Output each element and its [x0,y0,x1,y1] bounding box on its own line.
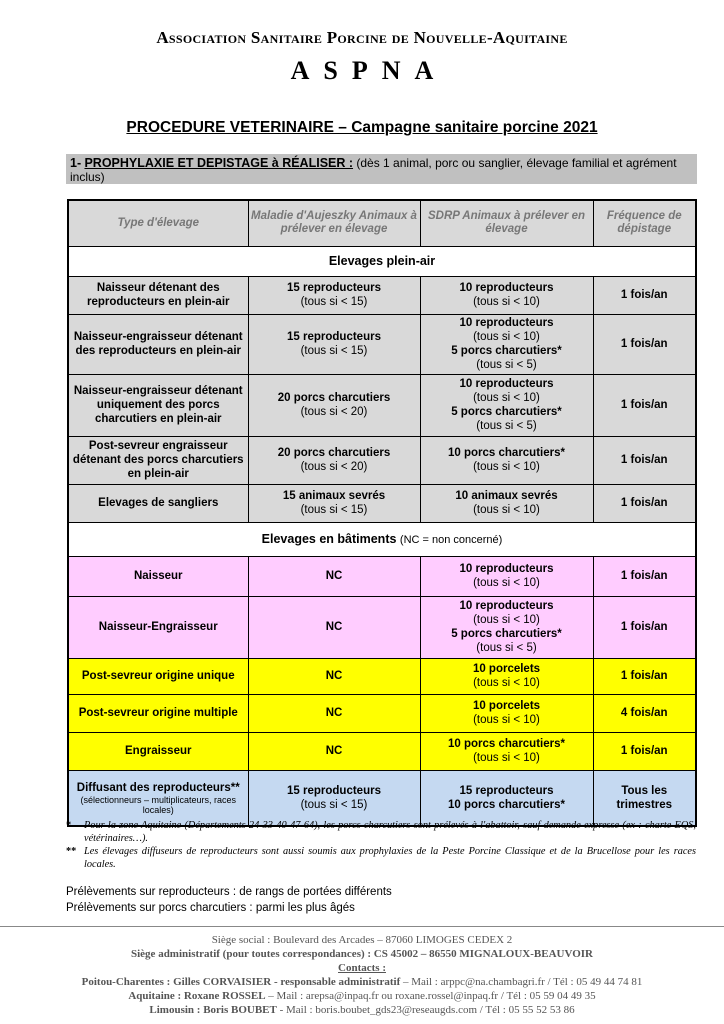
value: 10 reproducteurs [459,563,554,575]
header-sdrp: SDRP Animaux à prélever en élevage [420,200,593,246]
value-sub: (tous si < 15) [300,798,368,811]
row-aujeszky [248,276,420,314]
group-title-text: Elevages en bâtiments [261,531,397,546]
row-type: Engraisseur [68,732,248,770]
header-frequency: Fréquence de dépistage [593,200,696,246]
table-row [68,694,696,732]
table-row [68,658,696,694]
contact-region: Aquitaine : Roxane ROSSEL [128,990,266,1002]
row-frequency: 1 fois/an [593,556,696,596]
value-sub: (tous si < 10) [473,331,540,343]
contact-details: – Mail : arepsa@inpaq.fr ou roxane.rossel@inpaq.fr / Tél : 05 59 04 49 35 [265,990,596,1002]
group-row-plein-air [68,246,696,276]
value: 10 reproducteurs [459,600,554,612]
group-title [68,522,696,556]
organization-name: Association Sanitaire Porcine de Nouvelle-Aquitaine [156,28,568,47]
row-sdrp [420,694,593,732]
value-sub: (tous si < 10) [473,614,540,626]
row-frequency: 1 fois/an [593,596,696,658]
footer-siege-social: Siège social : Boulevard des Arcades – 87060 LIMOGES CEDEX 2 [211,934,513,946]
value: 10 porcs charcutiers* [448,447,565,459]
section-heading [66,154,697,184]
value-sub: (tous si < 10) [473,296,540,308]
row-sdrp [420,484,593,522]
sampling-table [67,199,697,827]
table-header-row [68,200,696,246]
value: 20 porcs charcutiers [277,392,391,404]
section-number: 1- [70,156,82,170]
value: 10 animaux sevrés [455,490,558,502]
row-aujeszky: NC [248,556,420,596]
row-type: Naisseur-engraisseur détenant des reproducteurs en plein-air [68,314,248,374]
contact-region: Poitou-Charentes : Gilles CORVAISIER - responsable administratif [81,976,401,988]
table-row [68,770,696,826]
value-sub: (tous si < 10) [473,752,540,764]
value: 20 porcs charcutiers [277,447,391,459]
value-sub: (tous si < 10) [473,677,540,689]
value: 10 porcelets [472,663,541,675]
row-frequency: 1 fois/an [593,314,696,374]
section-note: (dès 1 animal, porc ou sanglier, élevage familial et agrément inclus) [70,156,677,184]
value: 10 reproducteurs [459,317,554,329]
value: 15 reproducteurs [287,331,381,343]
row-sdrp [420,436,593,484]
value: 10 porcs charcutiers* [448,798,565,811]
row-aujeszky [248,770,420,826]
footnote-2 [66,846,696,871]
value-sub: (tous si < 20) [300,406,368,418]
row-frequency: 1 fois/an [593,484,696,522]
footnote-text: Les élevages diffuseurs de reproducteurs sont aussi soumis aux prophylaxies de la Peste Porcine Classique et de la Brucellose pour les races locales. [84,846,696,870]
value: 15 reproducteurs [287,784,381,797]
value-sub: (tous si < 15) [300,345,368,357]
value: 10 porcelets [472,700,541,712]
row-aujeszky: NC [248,596,420,658]
table-row [68,276,696,314]
row-frequency: 1 fois/an [593,276,696,314]
prelevement-line: Prélèvements sur reproducteurs : de rangs de portées différents [66,886,392,898]
row-aujeszky: NC [248,694,420,732]
row-type: Post-sevreur origine multiple [68,694,248,732]
prelevement-line: Prélèvements sur porcs charcutiers : parmi les plus âgés [66,902,355,914]
table-row [68,556,696,596]
row-aujeszky: NC [248,658,420,694]
value-sub: (tous si < 10) [473,504,540,516]
value: 5 porcs charcutiers* [451,406,562,418]
group-title: Elevages plein-air [68,246,696,276]
table-row [68,732,696,770]
row-aujeszky: NC [248,732,420,770]
value: 5 porcs charcutiers* [451,345,562,357]
row-aujeszky [248,314,420,374]
value: 10 reproducteurs [459,378,554,390]
header-aujeszky: Maladie d'Aujeszky Animaux à prélever en élevage [248,200,420,246]
value-sub: (tous si < 20) [300,461,368,473]
value: 10 porcs charcutiers* [448,738,565,750]
group-row-batiments [68,522,696,556]
value-sub: (tous si < 10) [473,714,540,726]
row-frequency: 1 fois/an [593,732,696,770]
value: Diffusant des reproducteurs** [76,781,240,794]
row-frequency: 1 fois/an [593,658,696,694]
contact-details: – Mail : arppc@na.chambagri.fr / Tél : 05 49 44 74 81 [400,976,643,988]
value-sub: (tous si < 10) [473,461,540,473]
row-sdrp [420,732,593,770]
table-row [68,596,696,658]
table-row [68,484,696,522]
footnote-1 [66,820,696,845]
table-row [68,374,696,436]
section-title: PROPHYLAXIE ET DEPISTAGE à RÉALISER : [84,156,354,170]
row-sdrp [420,596,593,658]
row-frequency: 1 fois/an [593,374,696,436]
table-row [68,436,696,484]
row-aujeszky [248,374,420,436]
row-frequency: Tous les trimestres [593,770,696,826]
row-type: Elevages de sangliers [68,484,248,522]
value-sub: (tous si < 5) [476,420,537,432]
row-type: Naisseur détenant des reproducteurs en plein-air [68,276,248,314]
row-type: Naisseur-engraisseur détenant uniquement des porcs charcutiers en plein-air [68,374,248,436]
value: 5 porcs charcutiers* [451,628,562,640]
row-frequency: 1 fois/an [593,436,696,484]
row-sdrp [420,658,593,694]
footer-contact [0,976,724,988]
value-sub: (tous si < 5) [476,359,537,371]
value-sub: (tous si < 15) [300,296,368,308]
row-type [68,770,248,826]
footer-siege-admin: Siège administratif (pour toutes correspondances) : CS 45002 – 86550 MIGNALOUX-BEAUVOIR [131,948,593,960]
footnote-mark: * [66,820,72,831]
footer-divider [0,926,724,927]
row-aujeszky [248,436,420,484]
value-sub: (tous si < 10) [473,577,540,589]
footer-contact [0,1004,724,1016]
group-note: (NC = non concerné) [399,533,503,546]
row-sdrp [420,770,593,826]
value: 15 animaux sevrés [282,490,386,502]
row-aujeszky [248,484,420,522]
row-sdrp [420,556,593,596]
table-row [68,314,696,374]
footer-contact [0,990,724,1002]
value: 15 reproducteurs [287,282,381,294]
row-type: Naisseur-Engraisseur [68,596,248,658]
value-sub: (tous si < 5) [476,642,537,654]
row-type: Post-sevreur engraisseur détenant des porcs charcutiers en plein-air [68,436,248,484]
row-frequency: 4 fois/an [593,694,696,732]
footnote-mark: ** [66,846,77,857]
row-sdrp [420,314,593,374]
footer-contacts-label: Contacts : [338,962,386,974]
organization-acronym: ASPNA [290,56,448,85]
row-sdrp [420,276,593,314]
header-type: Type d'élevage [68,200,248,246]
value-sub: (tous si < 10) [473,392,540,404]
value-sub: (sélectionneurs – multiplicateurs, races locales) [80,794,237,815]
row-sdrp [420,374,593,436]
contact-details: - Mail : boris.boubet_gds23@reseaugds.com / Tél : 05 55 52 53 86 [276,1004,575,1016]
value: 15 reproducteurs [459,784,554,797]
contact-region: Limousin : Boris BOUBET [149,1004,277,1016]
row-type: Post-sevreur origine unique [68,658,248,694]
footnote-text: Pour la zone Aquitaine (Départements 24-33-40-47-64), les porcs charcutiers sont prélevés à l'abattoir, sauf demande expresse (ex : charte EQS, vétérinaires…). [84,820,696,844]
row-type: Naisseur [68,556,248,596]
page-title: PROCEDURE VETERINAIRE – Campagne sanitaire porcine 2021 [126,119,598,136]
value: 10 reproducteurs [459,282,554,294]
value-sub: (tous si < 15) [300,504,368,516]
